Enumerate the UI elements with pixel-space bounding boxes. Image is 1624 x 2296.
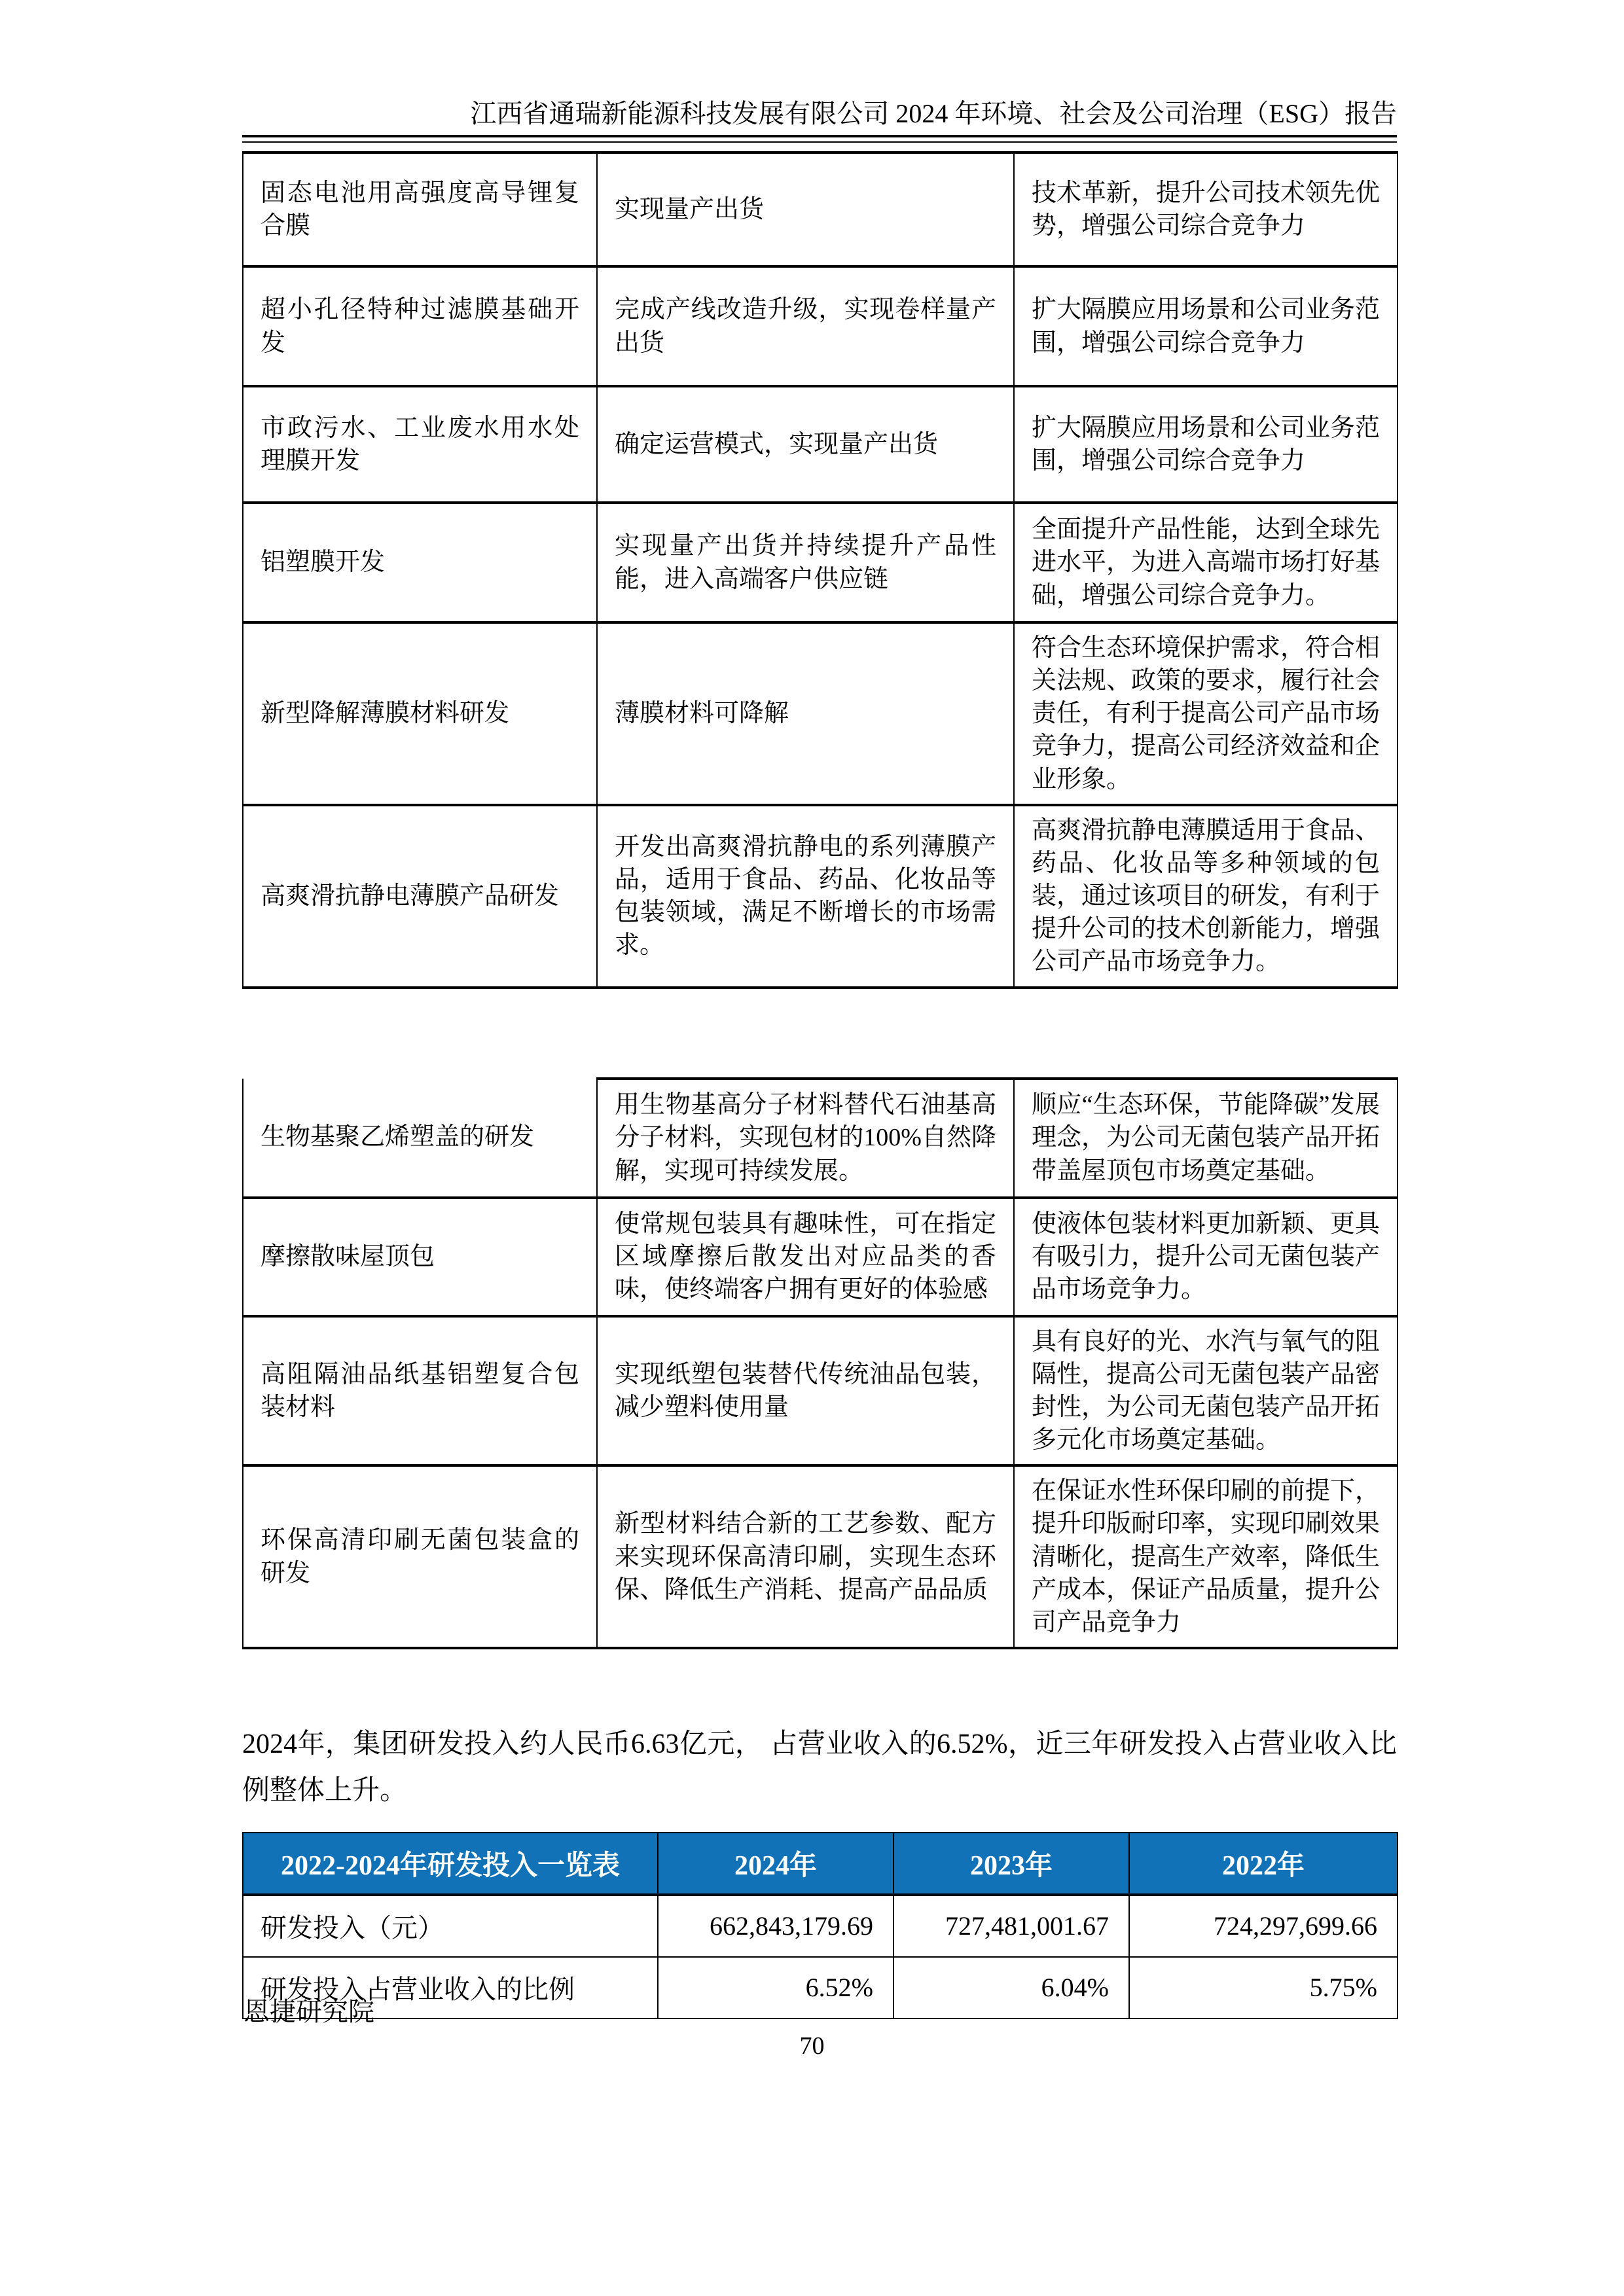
significance-cell: 在保证水性环保印刷的前提下，提升印版耐印率，实现印刷效果清晰化，提高生产效率，降低生产成本，保证产品质量，提升公司产品竞争力 <box>1014 1465 1398 1648</box>
table-row <box>243 1198 1398 1316</box>
rd-projects-table-1 <box>242 151 1398 989</box>
project-cell: 新型降解薄膜材料研发 <box>243 622 597 805</box>
project-cell: 高爽滑抗静电薄膜产品研发 <box>243 805 597 988</box>
table-row <box>243 266 1398 386</box>
year-2024-header: 2024年 <box>658 1833 893 1895</box>
header-divider-rule <box>242 135 1397 143</box>
rd-table-title-header: 2022-2024年研发投入一览表 <box>243 1833 658 1895</box>
rd-investment-table <box>242 1832 1398 2019</box>
report-header-title: 江西省通瑞新能源科技发展有限公司 2024 年环境、社会及公司治理（ESG）报告 <box>470 99 1397 128</box>
table-row <box>243 386 1398 503</box>
table-row <box>243 503 1398 622</box>
project-cell: 固态电池用高强度高导锂复合膜 <box>243 152 597 266</box>
significance-cell: 扩大隔膜应用场景和公司业务范围，增强公司综合竞争力 <box>1014 386 1398 503</box>
rd-investment-paragraph: 2024年，集团研发投入约人民币6.63亿元， 占营业收入的6.52%，近三年研发投入占营业收入比例整体上升。 <box>242 1729 1397 1806</box>
table-row <box>243 805 1398 988</box>
milestone-cell: 实现纸塑包装替代传统油品包装，减少塑料使用量 <box>597 1316 1014 1466</box>
table-header-row <box>243 1833 1398 1895</box>
value-cell-2022: 724,297,699.66 <box>1129 1895 1398 1957</box>
milestone-cell: 实现量产出货并持续提升产品性能，进入高端客户供应链 <box>597 503 1014 622</box>
significance-cell: 具有良好的光、水汽与氧气的阻隔性，提高公司无菌包装产品密封性，为公司无菌包装产品开拓多元化市场奠定基础。 <box>1014 1316 1398 1466</box>
project-cell: 生物基聚乙烯塑盖的研发 <box>243 1079 597 1198</box>
value-cell-2024: 6.52% <box>658 1957 893 2018</box>
significance-cell: 高爽滑抗静电薄膜适用于食品、药品、化妆品等多种领域的包装，通过该项目的研发，有利于提升公司的技术创新能力，增强公司产品市场竞争力。 <box>1014 805 1398 988</box>
milestone-cell: 实现量产出货 <box>597 152 1014 266</box>
value-cell-2023: 727,481,001.67 <box>893 1895 1129 1957</box>
project-cell: 环保高清印刷无菌包装盒的研发 <box>243 1465 597 1648</box>
project-cell: 超小孔径特种过滤膜基础开发 <box>243 266 597 386</box>
page-content <box>242 0 1397 2019</box>
significance-cell: 技术革新，提升公司技术领先优势，增强公司综合竞争力 <box>1014 152 1398 266</box>
milestone-cell: 用生物基高分子材料替代石油基高分子材料，实现包材的100%自然降解，实现可持续发展。 <box>597 1079 1014 1198</box>
milestone-cell: 确定运营模式，实现量产出货 <box>597 386 1014 503</box>
significance-cell: 符合生态环境保护需求，符合相关法规、政策的要求，履行社会责任，有利于提高公司产品市场竞争力，提高公司经济效益和企业形象。 <box>1014 622 1398 805</box>
project-cell: 市政污水、工业废水用水处理膜开发 <box>243 386 597 503</box>
project-cell: 高阻隔油品纸基铝塑复合包装材料 <box>243 1316 597 1466</box>
value-cell-2023: 6.04% <box>893 1957 1129 2018</box>
significance-cell: 使液体包装材料更加新颖、更具有吸引力，提升公司无菌包装产品市场竞争力。 <box>1014 1198 1398 1316</box>
milestone-cell: 使常规包装具有趣味性，可在指定区域摩擦后散发出对应品类的香味，使终端客户拥有更好的体验感 <box>597 1198 1014 1316</box>
significance-cell: 扩大隔膜应用场景和公司业务范围，增强公司综合竞争力 <box>1014 266 1398 386</box>
table-row <box>243 622 1398 805</box>
milestone-cell: 开发出高爽滑抗静电的系列薄膜产品，适用于食品、药品、化妆品等包装领域，满足不断增长的市场需求。 <box>597 805 1014 988</box>
footer-institute-label: 恩捷研究院 <box>244 1997 374 2026</box>
metric-label-cell: 研发投入占营业收入的比例 <box>243 1957 658 2018</box>
table-row <box>243 1895 1398 1957</box>
table-row <box>243 1957 1398 2018</box>
year-2022-header: 2022年 <box>1129 1833 1398 1895</box>
rd-projects-table-2 <box>242 1077 1398 1649</box>
project-cell: 摩擦散味屋顶包 <box>243 1198 597 1316</box>
significance-cell: 全面提升产品性能，达到全球先进水平，为进入高端市场打好基础，增强公司综合竞争力。 <box>1014 503 1398 622</box>
table-row <box>243 1316 1398 1466</box>
table-row <box>243 1079 1398 1198</box>
table-row <box>243 152 1398 266</box>
milestone-cell: 完成产线改造升级，实现卷样量产出货 <box>597 266 1014 386</box>
table-row <box>243 1465 1398 1648</box>
project-cell: 铝塑膜开发 <box>243 503 597 622</box>
milestone-cell: 新型材料结合新的工艺参数、配方来实现环保高清印刷，实现生态环保、降低生产消耗、提高产品品质 <box>597 1465 1014 1648</box>
significance-cell: 顺应“生态环保，节能降碳”发展理念，为公司无菌包装产品开拓带盖屋顶包市场奠定基础。 <box>1014 1079 1398 1198</box>
page-number: 70 <box>799 2032 825 2060</box>
value-cell-2024: 662,843,179.69 <box>658 1895 893 1957</box>
value-cell-2022: 5.75% <box>1129 1957 1398 2018</box>
metric-label-cell: 研发投入（元） <box>243 1895 658 1957</box>
milestone-cell: 薄膜材料可降解 <box>597 622 1014 805</box>
year-2023-header: 2023年 <box>893 1833 1129 1895</box>
